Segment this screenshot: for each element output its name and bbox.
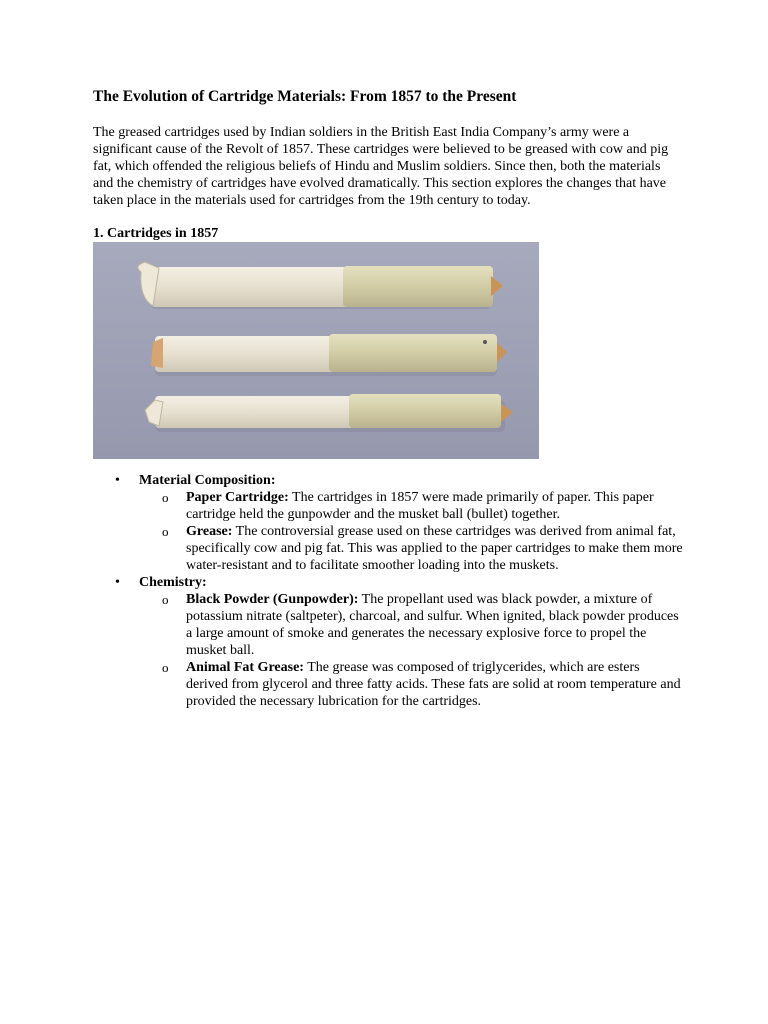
- bullet-marker: •: [115, 575, 120, 590]
- document-page: [93, 86, 683, 710]
- list-item-paper-cartridge: [139, 489, 683, 523]
- paper-cartridge-text: The cartridges in 1857 were made primarily of paper. This paper cartridge held the gunpowder and the musket ball (bullet) together.: [186, 490, 654, 522]
- chemistry-heading: Chemistry:: [139, 575, 207, 590]
- grease-label: Grease:: [186, 524, 233, 539]
- cartridge-middle: [151, 334, 507, 376]
- cartridges-photo: [93, 242, 539, 459]
- paper-cartridge-label: Paper Cartridge:: [186, 490, 289, 505]
- document-title: The Evolution of Cartridge Materials: From 1857 to the Present: [93, 88, 517, 105]
- sub-bullet-marker: o: [162, 660, 169, 675]
- section-heading-cartridges-1857: 1. Cartridges in 1857: [93, 226, 219, 241]
- chemistry-sublist: [139, 591, 683, 710]
- animal-fat-grease-text: The grease was composed of triglycerides, which are esters derived from glycerol and three fatty acids. These fats are solid at room temperature and provided the necessary lubrication for the cartridges.: [186, 660, 681, 709]
- sub-bullet-marker: o: [162, 524, 169, 539]
- list-item-grease: [139, 523, 683, 574]
- black-powder-label: Black Powder (Gunpowder):: [186, 592, 359, 607]
- sub-bullet-marker: o: [162, 490, 169, 505]
- cartridge-top: [138, 262, 503, 309]
- intro-paragraph: The greased cartridges used by Indian soldiers in the British East India Company’s army were a significant cause of the Revolt of 1857. These cartridges were believed to be greased with cow and pig fat, which offended the religious beliefs of Hindu and Muslim soldiers. Since then, both the materials and the chemistry of cartridges have evolved dramatically. This section explores the changes that have taken place in the materials used for cartridges from the 19th century to today.: [93, 125, 669, 208]
- sub-bullet-marker: o: [162, 592, 169, 607]
- cartridge-bottom: [145, 394, 513, 432]
- grease-text: The controversial grease used on these cartridges was derived from animal fat, specifically cow and pig fat. This was applied to the paper cartridges to make them more water-resistant and to facilitate smoother loading into the muskets.: [186, 524, 683, 573]
- bullet-marker: •: [115, 473, 120, 488]
- material-composition-sublist: [139, 489, 683, 574]
- list-item-material-composition: [93, 472, 683, 574]
- list-item-chemistry: [93, 574, 683, 710]
- list-item-animal-fat-grease: [139, 659, 683, 710]
- main-bullet-list: [93, 472, 683, 710]
- list-item-black-powder: [139, 591, 683, 659]
- material-composition-heading: Material Composition:: [139, 473, 276, 488]
- animal-fat-grease-label: Animal Fat Grease:: [186, 660, 304, 675]
- black-powder-text: The propellant used was black powder, a mixture of potassium nitrate (saltpeter), charcoal, and sulfur. When ignited, black powder produces a large amount of smoke and generates the necessary explosive force to propel the musket ball.: [186, 592, 679, 658]
